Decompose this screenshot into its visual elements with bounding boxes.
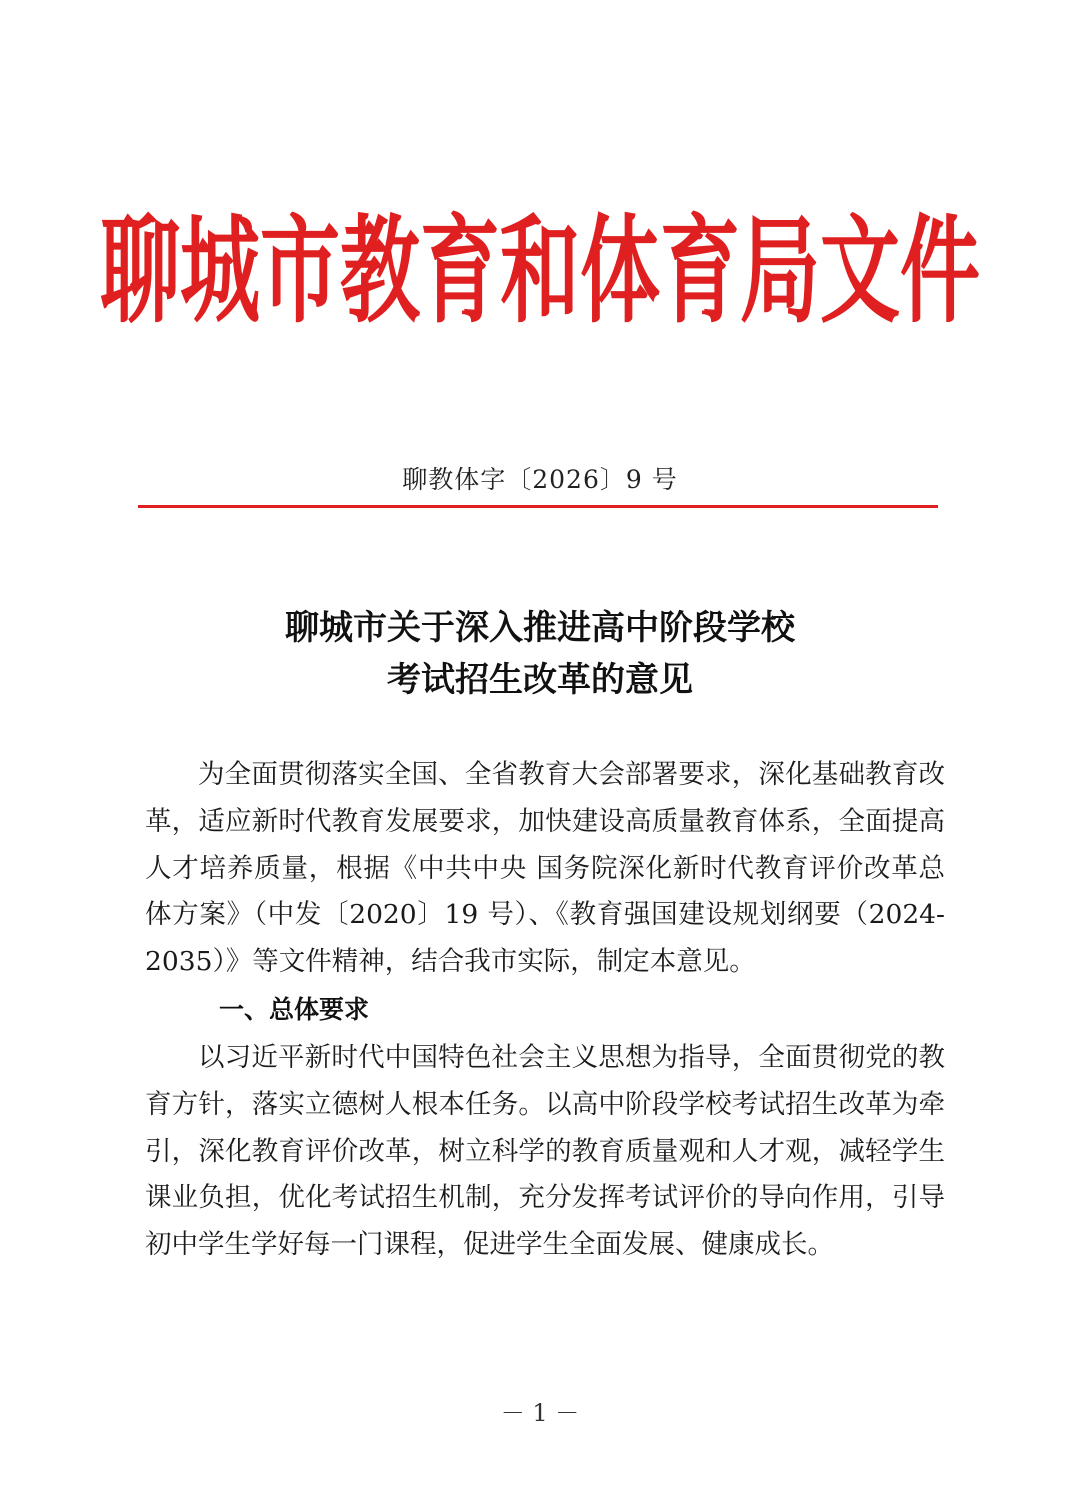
issuing-authority-text: 聊城市教育和体育局文件 xyxy=(100,203,980,339)
section-heading-general-requirements: 一、总体要求 xyxy=(219,995,370,1024)
document-title xyxy=(0,602,1080,706)
document-number: 聊教体字〔2026〕9 号 xyxy=(402,465,678,494)
document-title-line-1: 聊城市关于深入推进高中阶段学校 xyxy=(285,608,795,648)
page-number: － 1 － xyxy=(500,1399,580,1427)
general-requirements-paragraph: 以习近平新时代中国特色社会主义思想为指导，全面贯彻党的教育方针，落实立德树人根本任务。以高中阶段学校考试招生改革为牵引，深化教育评价改革，树立科学的教育质量观和人才观，减轻学生课业负担，优化考试招生机制，充分发挥考试评价的导向作用，引导初中学生学好每一门课程，促进学生全面发展、健康成长。 xyxy=(145,1042,945,1261)
intro-paragraph: 为全面贯彻落实全国、全省教育大会部署要求，深化基础教育改革，适应新时代教育发展要求，加快建设高质量教育体系，全面提高人才培养质量，根据《中共中央 国务院深化新时代教育评价改革总体方案》（中发〔2020〕19 号）、《教育强国建设规划纲要（2024-2035）》等文件精神，结合我市实际，制定本意见。 xyxy=(145,759,945,978)
red-separator-line xyxy=(138,505,938,508)
document-title-line-2: 考试招生改革的意见 xyxy=(387,660,693,700)
issuing-authority-title xyxy=(0,203,1080,339)
